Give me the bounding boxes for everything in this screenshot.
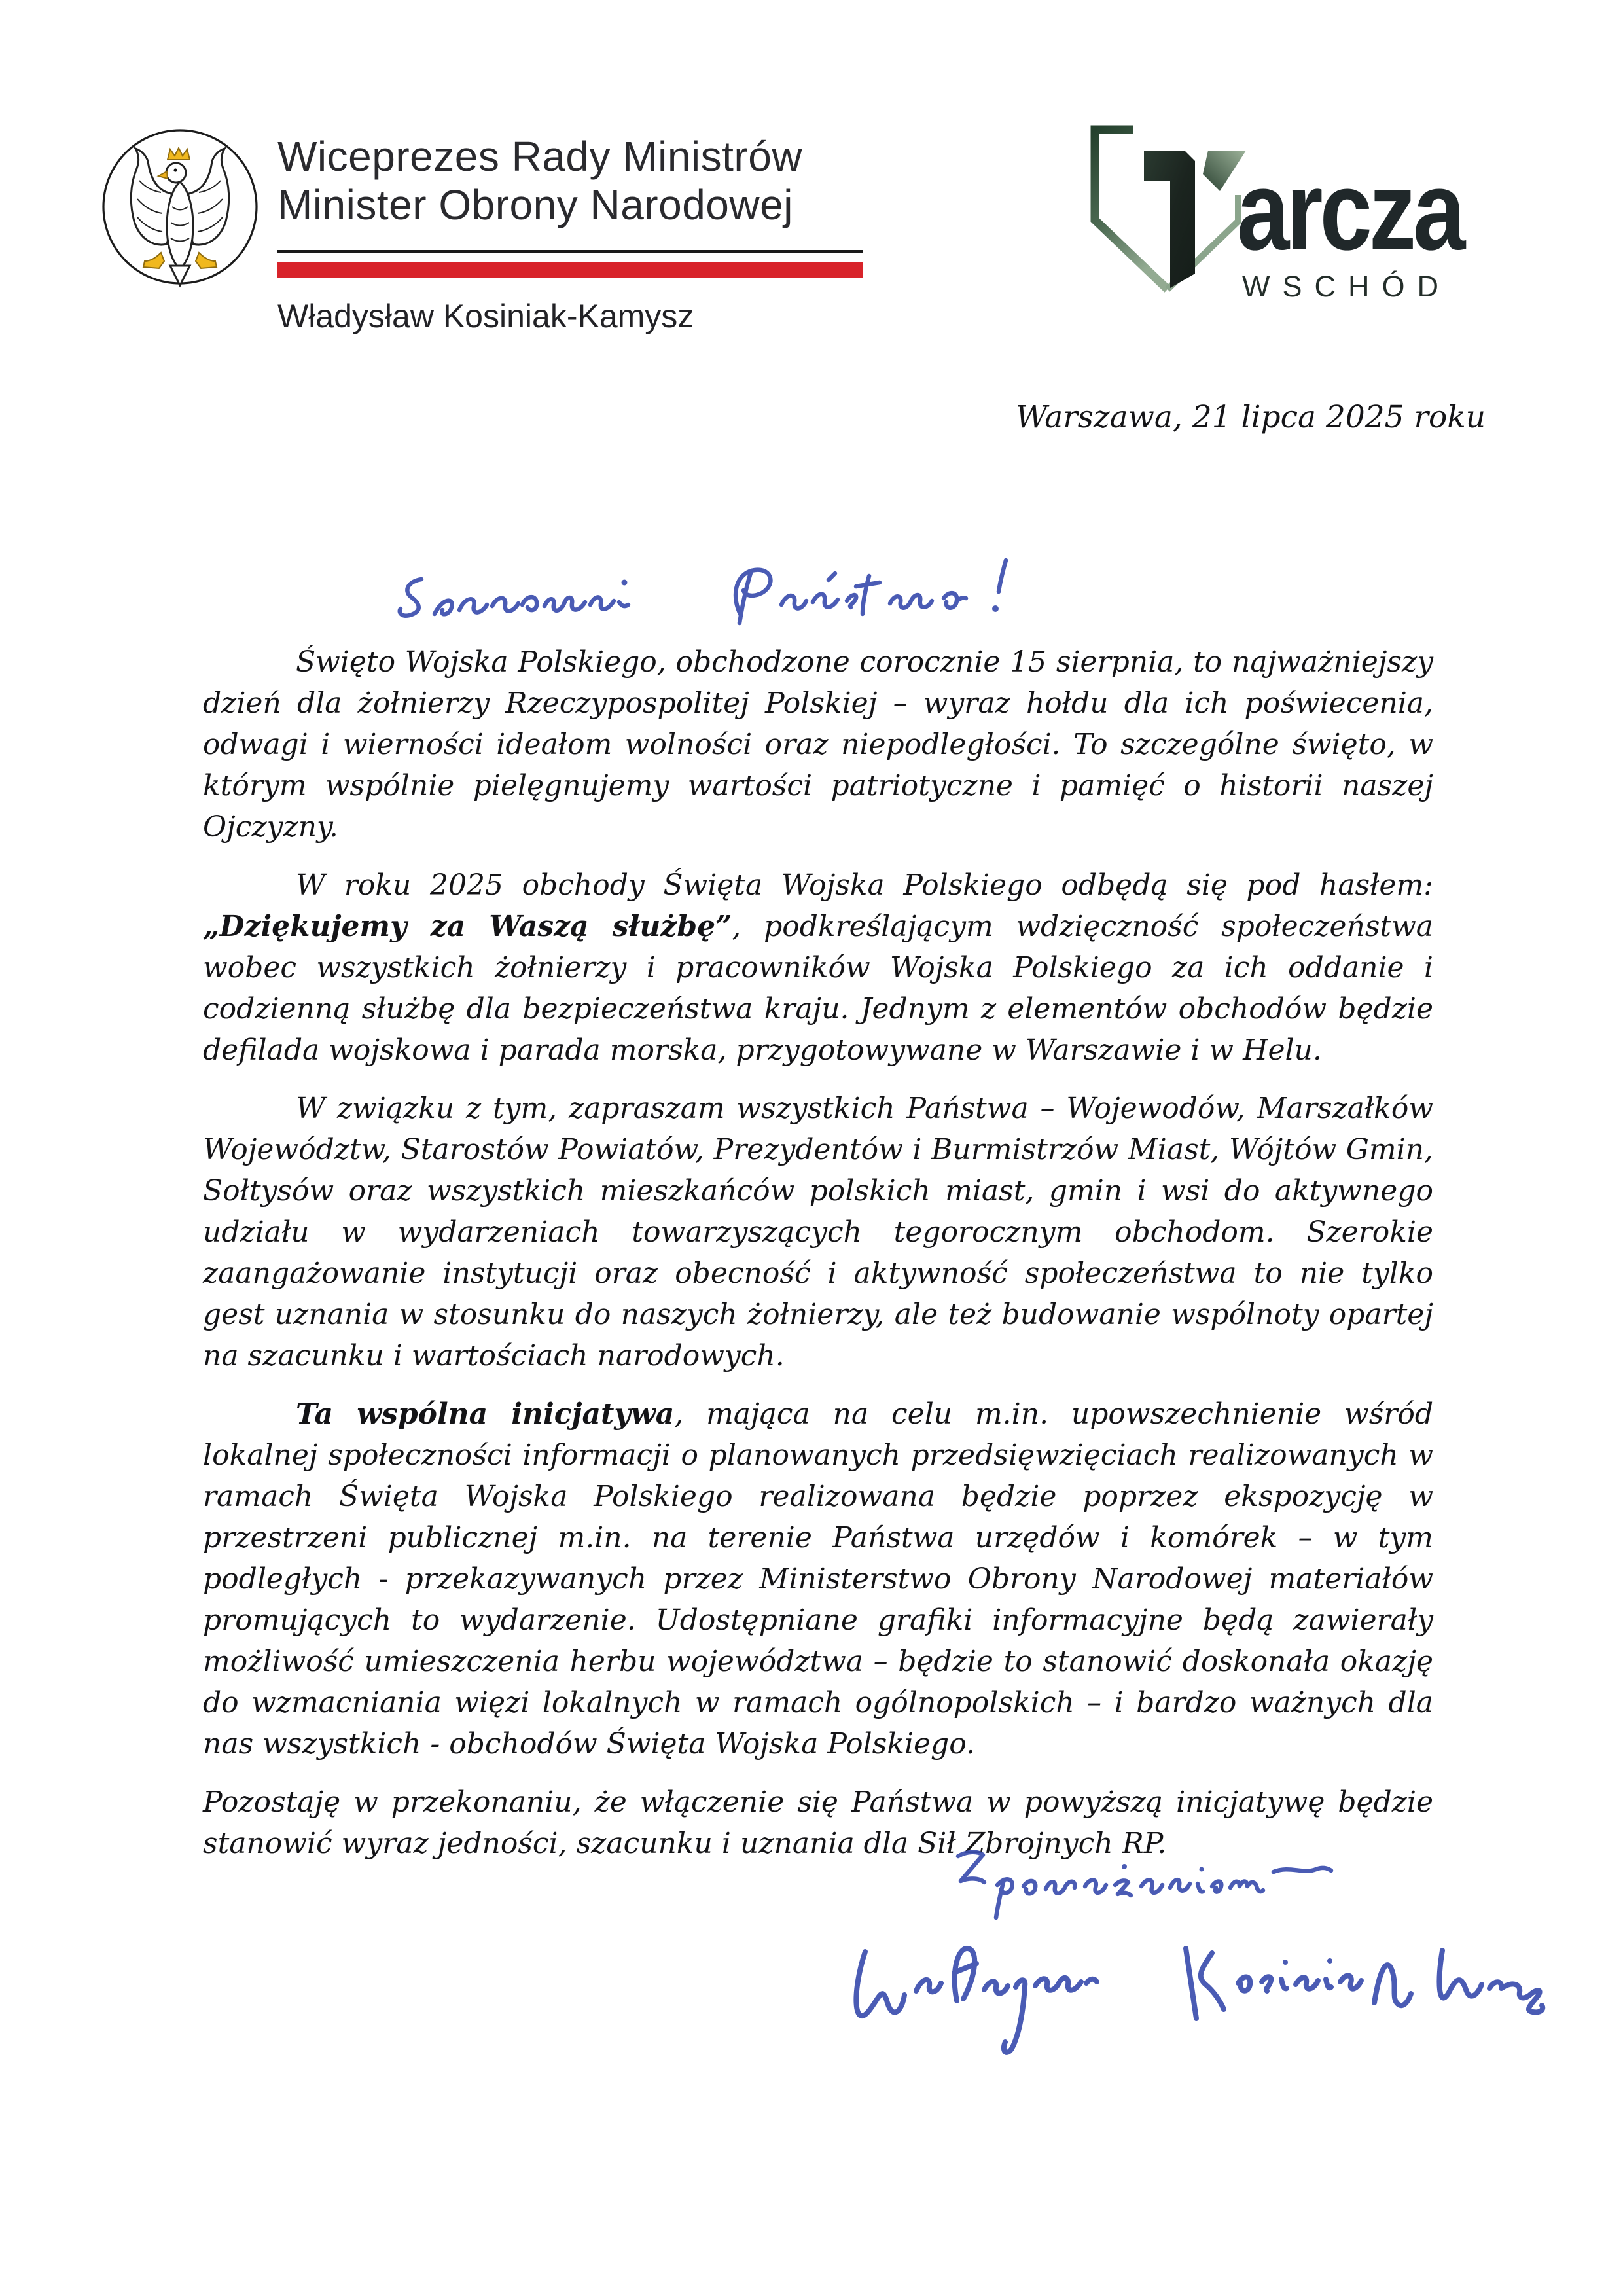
paragraph-2-post: , podkreślającym wdzięczność społeczeństwa wobec wszystkich żołnierzy i pracowników Wojska Polskiego za ich oddanie i codzienną służbę dla bezpieczeństwa kraju. Jednym z elementów obchodów będzie defilada wojskowa i parada morska, przygotowywane w Warszawie i w Helu. [203,910,1433,1067]
tarcza-wschod-shield-icon [1081,117,1258,306]
letterhead-title-line1: Wiceprezes Rady Ministrów [277,133,803,180]
logo-subtext: WSCHÓD [1242,270,1451,303]
paragraph-5-text: Pozostaję w przekonaniu, że włączenie się Państwa w powyższą inicjatywę będzie stanowić wyraz jedności, szacunku i uznania dla Sił Zbrojnych RP. [203,1785,1433,1860]
paragraph-4-post: , mająca na celu m.in. upowszechnienie wśród lokalnej społeczności informacji o planowanych przedsięwzięciach realizowanych w ramach Święta Wojska Polskiego realizowana będzie poprzez ekspozycję w przestrzeni publicznej m.in. na terenie Państwa urzędów i komórek – w tym podległych - przekazywanych przez Ministerstwo Obrony Narodowej materiałów promujących to wydarzenie. Udostępniane grafiki informacyjne będą zawierały możliwość umieszczenia herbu województwa – będzie to stanowić doskonała okazję do wzmacniania więzi lokalnych w ramach ogólnopolskich – i bardzo ważnych dla nas wszystkich - obchodów Święta Wojska Polskiego. [203,1397,1433,1761]
letter-body [203,641,1433,1881]
paragraph-1-text: Święto Wojska Polskiego, obchodzone corocznie 15 sierpnia, to najważniejszy dzień dla żołnierzy Rzeczypospolitej Polskiej – wyraz hołdu dla ich poświecenia, odwagi i wierności ideałom wolności oraz niepodległości. To szczególne święto, w którym wspólnie pielęgnujemy wartości patriotyczne i pamięć o historii naszej Ojczyzny. [203,645,1433,844]
letterhead-black-rule [277,250,863,253]
handwritten-greeting-ink [394,550,1035,638]
paragraph-4 [203,1393,1433,1765]
paragraph-3 [203,1088,1433,1376]
dateline: Warszawa, 21 lipca 2025 roku [1016,399,1486,435]
paragraph-3-text: W związku z tym, zapraszam wszystkich Państwa – Wojewodów, Marszałków Województw, Starostów Powiatów, Prezydentów i Burmistrzów Miast, Wójtów Gmin, Sołtysów oraz wszystkich mieszkańców polskich miast, gmin i wsi do aktywnego udziału w wydarzeniach towarzyszących tegorocznym obchodom. Szerokie zaangażowanie instytucji oraz obecność i aktywność społeczeństwa to nie tylko gest uznania w stosunku do naszych żołnierzy, ale też budowanie wspólnoty opartej na szacunku i wartościach narodowych. [203,1092,1433,1372]
paragraph-1 [203,641,1433,848]
handwritten-greeting [394,550,1035,638]
logo-wordmark: arcza [1237,148,1463,274]
tarcza-wschod-logo [1081,117,1539,319]
handwritten-valediction-ink [920,1840,1342,1922]
handwritten-signature-ink [819,1912,1556,2073]
letterhead-red-rule [277,262,863,278]
paragraph-2-pre: W roku 2025 obchody Święta Wojska Polskiego odbędą się pod hasłem: [296,869,1433,902]
eagle-in-circle-icon [98,122,262,292]
polish-eagle-emblem [98,122,262,292]
paragraph-4-lead: Ta wspólna inicjatywa [296,1397,675,1431]
letterhead-title-line2: Minister Obrony Narodowej [277,181,793,228]
minister-letterhead [277,132,866,335]
paragraph-2 [203,865,1433,1071]
handwritten-valediction [920,1840,1342,1922]
paragraph-2-slogan: „Dziękujemy za Waszą służbę” [203,910,732,943]
handwritten-signature [819,1912,1556,2073]
minister-name: Władysław Kosiniak-Kamysz [277,298,694,334]
